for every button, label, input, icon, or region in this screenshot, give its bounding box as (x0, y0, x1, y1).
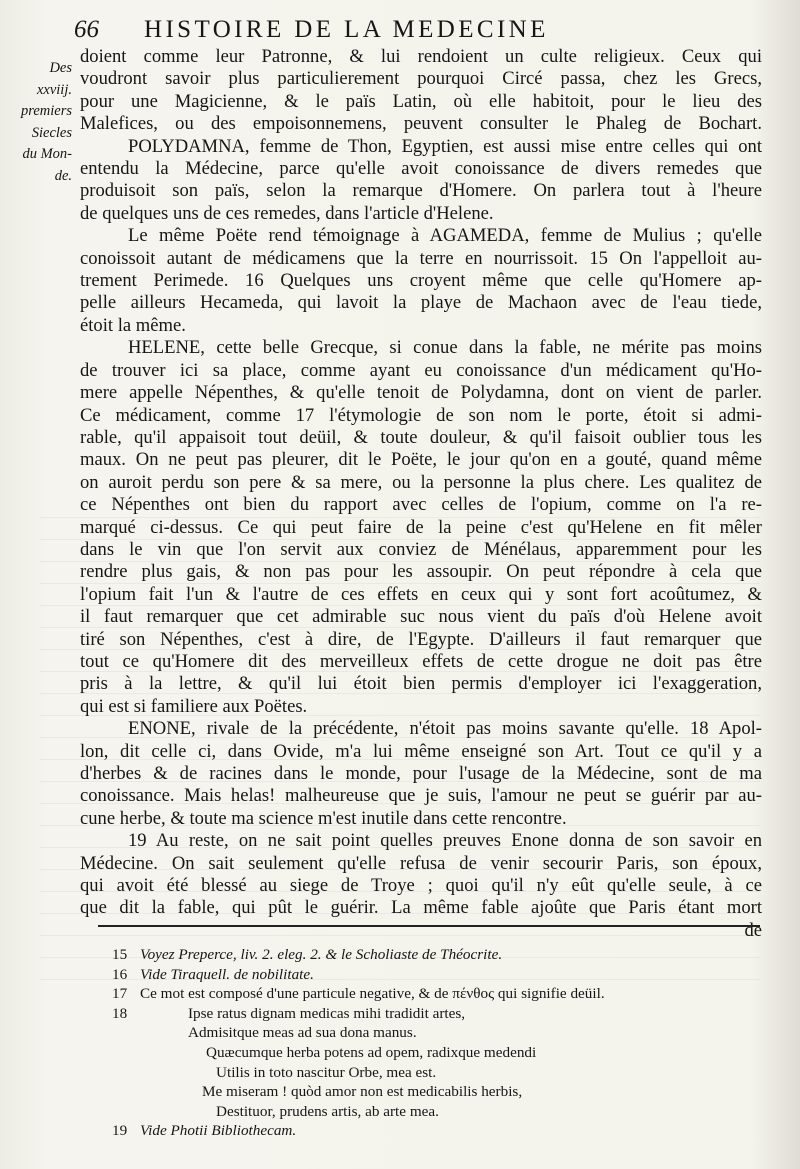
text-line: produisoit son païs, selon la remarque d'Homere. On parlera tout à l'heure (80, 180, 762, 202)
margin-note-line: premiers (20, 103, 72, 119)
text-line: marqué ci-dessus. Ce qui peut faire de la peine c'est qu'Helene en fit mêler (80, 516, 762, 538)
footnote-text: Voyez Preperce, liv. 2. eleg. 2. & le Scholiaste de Théocrite. (140, 946, 503, 963)
text-line: voudront savoir plus particulierement pourquoi Circé passa, chez les Grecs, (80, 68, 762, 90)
text-line: il faut remarquer que cet admirable suc nous vient du païs d'où Helene avoit (80, 606, 762, 628)
footnote-text: Ce mot est composé d'une particule negative, & de πένθος qui signifie deüil. (140, 985, 605, 1003)
text-line: doient comme leur Patronne, & lui rendoient un culte religieux. Ceux qui (80, 46, 762, 67)
footnote-number: 17 (112, 985, 128, 1003)
verse-line: Admisitque meas ad sua dona manus. (188, 1024, 417, 1042)
text-line: on auroit perdu son pere & sa mere, ou la personne la plus chere. Les qualitez de (80, 471, 762, 493)
text-line: de trouver ici sa place, comme ayant eu conoissance d'un médicament qu'Ho- (80, 359, 762, 381)
text-line: qui avoit été blessé au siege de Troye ; quoi qu'il n'y eût qu'elle seule, à ce (80, 875, 762, 897)
text-line: étoit la même. (80, 314, 186, 336)
footnote-text: Vide Tiraquell. de nobilitate. (140, 965, 314, 983)
text-line: rable, qu'il appaisoit tout deüil, & toute douleur, & qu'il faisoit oublier tous les (80, 426, 762, 448)
footnote (112, 1121, 762, 1141)
page-header (68, 14, 768, 44)
text-line: ce Népenthes ont bien du rapport avec celles de l'opium, comme on l'a re- (80, 494, 762, 516)
margin-note-line: xxviij. (36, 81, 72, 98)
text-line: conoissoit autant de médicamens que la terre en nourrissoit. 15 On l'appelloit au- (80, 247, 762, 269)
footnote-rule (98, 925, 760, 927)
text-line: rendre plus gais, & non pas pour les assoupir. On peut répondre à cela que (80, 561, 762, 583)
page-number: 66 (74, 16, 99, 43)
text-line: Malefices, ou des empoisonnemens, peuvent consulter le Phaleg de Bochart. (80, 113, 762, 135)
footnote-number: 19 (112, 1122, 128, 1140)
text-line: POLYDAMNA, femme de Thon, Egyptien, est aussi mise entre celles qui ont (128, 135, 762, 157)
text-line: conoissance. Mais helas! malheureuse que je suis, l'amour ne peut se guérir par au- (80, 785, 762, 807)
text-line: tout ce qu'Homere dit des merveilleux effets de cette drogue ne doit pas être (80, 650, 762, 672)
footnote (112, 1004, 762, 1024)
text-line: pris à la lettre, & qu'il lui étoit bien permis d'employer ici l'exaggeration, (80, 673, 762, 695)
text-line: Le même Poëte rend témoignage à AGAMEDA, femme de Mulius ; qu'elle (128, 225, 762, 247)
verse-line: Destituor, prudens artis, ab arte mea. (216, 1102, 439, 1120)
margin-note-line: Des (49, 60, 72, 76)
verse-line: Me miseram ! quòd amor non est medicabilis herbis, (202, 1083, 523, 1101)
catchword: de (744, 919, 762, 941)
text-line: 19 Au reste, on ne sait point quelles preuves Enone donna de son savoir en (128, 830, 762, 852)
verse-line: Quæcumque herba potens ad opem, radixque medendi (206, 1043, 537, 1061)
footnotes (112, 945, 762, 1141)
footnote (112, 945, 762, 965)
text-line: Ce médicament, comme 17 l'étymologie de son nom le porte, étoit si admi- (80, 404, 762, 426)
margin-note-line: de. (54, 167, 72, 184)
text-line: cune herbe, & toute ma science m'est inutile dans cette rencontre. (80, 807, 567, 829)
text-line: qui est si familiere aux Poëtes. (80, 695, 308, 717)
text-line: mere appelle Népenthes, & qu'elle tenoit de Polydamna, dont on vient de parler. (80, 382, 762, 404)
text-line: tiré son Népenthes, c'est à dire, de l'Egypte. D'ailleurs il faut remarquer que (80, 628, 762, 650)
footnote (112, 984, 762, 1004)
text-line: que dit la fable, qui pût le guérir. La même fable ajoûte que Paris étant mort (80, 897, 762, 919)
text-line: ENONE, rivale de la précédente, n'étoit pas moins savante qu'elle. 18 Apol- (128, 718, 762, 740)
running-title: HISTOIRE DE LA MEDECINE (144, 16, 549, 43)
text-line: Médecine. On sait seulement qu'elle refusa de venir secourir Paris, son époux, (80, 852, 762, 874)
margin-note-line: du Mon- (22, 146, 72, 162)
text-line: dans le vin que l'on servit aux conviez de Ménélaus, apparemment pour les (80, 538, 762, 560)
text-line: pour une Magicienne, & le païs Latin, où elle habitoit, pour le lieu des (80, 90, 762, 112)
margin-note (8, 58, 72, 187)
verse-line: Ipse ratus dignam medicas mihi tradidit artes, (188, 1004, 466, 1022)
footnote-text: Vide Photii Bibliothecam. (140, 1122, 297, 1140)
text-line: lon, dit celle ci, dans Ovide, m'a lui même enseigné son Art. Tout ce qu'il y a (80, 740, 762, 762)
text-line: d'herbes & de racines dans le monde, pour l'usage de la Médecine, sont de ma (80, 763, 762, 784)
footnote (112, 965, 762, 985)
text-line: pelle ailleurs Hecameda, qui lavoit la playe de Machaon avec de l'eau tiede, (80, 292, 762, 314)
text-line: HELENE, cette belle Grecque, si conue dans la fable, ne mérite pas moins (128, 337, 762, 359)
text-line: l'opium fait l'un & l'autre de ces effets en ceux qui y sont fort acoûtumez, & (80, 583, 762, 605)
footnote-number: 16 (112, 965, 128, 983)
margin-note-line: Siecles (31, 124, 72, 141)
text-line: trement Perimede. 16 Quelques uns croyent même que celle qu'Homere ap- (80, 270, 762, 292)
body-text (80, 46, 762, 942)
text-line: entendu la Médecine, parce qu'elle avoit conoissance de divers remedes que (80, 158, 762, 180)
verse-line: Utilis in toto nascitur Orbe, mea est. (216, 1063, 437, 1081)
text-line: de quelques uns de ces remedes, dans l'article d'Helene. (80, 202, 494, 224)
footnote-number: 15 (112, 946, 128, 963)
footnote-number: 18 (112, 1004, 128, 1022)
text-line: maux. On ne peut pas pleurer, dit le Poëte, le jour qu'on en a gouté, quand même (80, 449, 762, 471)
